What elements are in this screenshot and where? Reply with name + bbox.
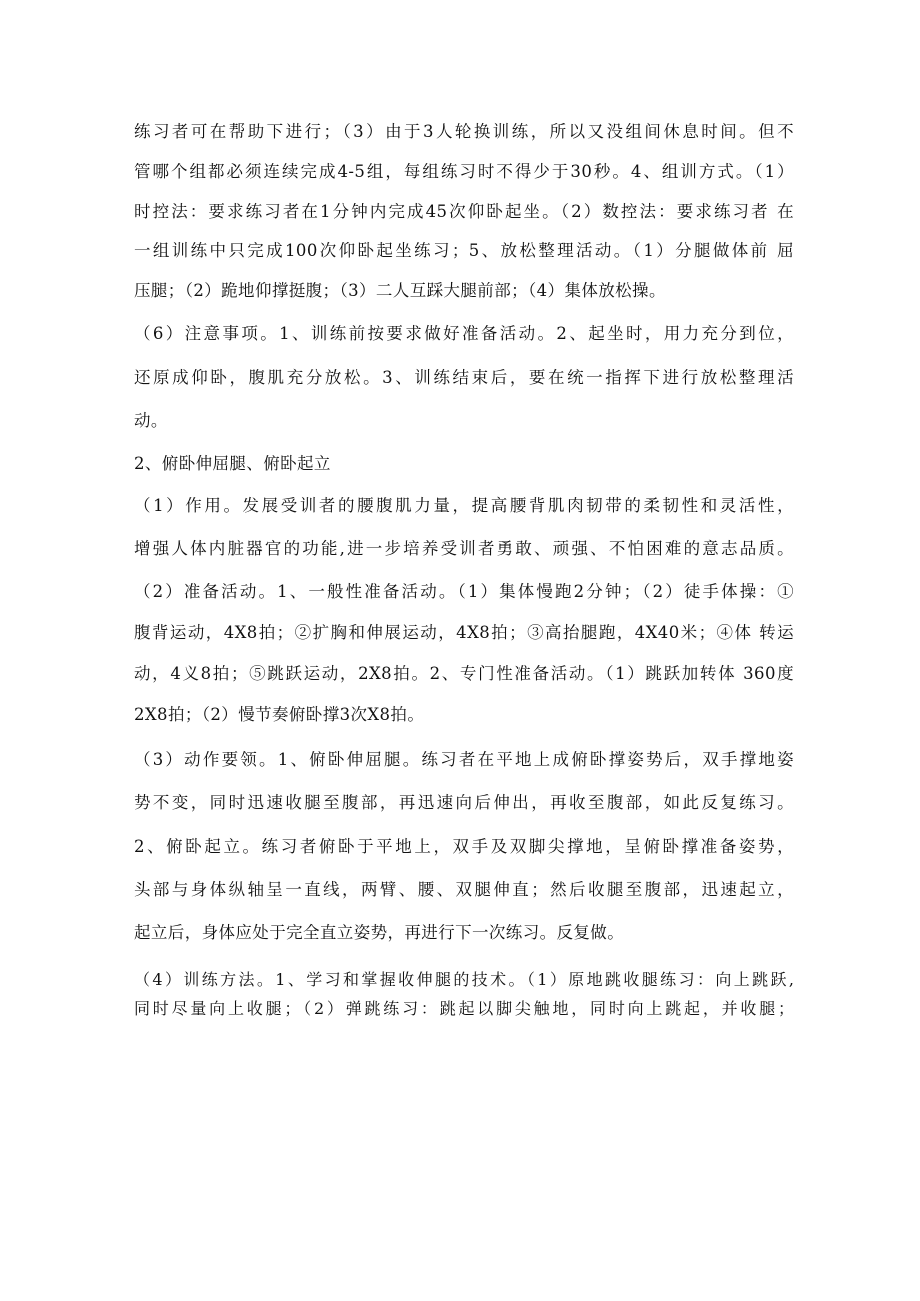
text-line: 增强人体内脏器官的功能,进一步培养受训者勇敢、顽强、不怕困难的意志品质。 bbox=[134, 539, 794, 558]
text-line: 压腿；（2）跪地仰撑挺腹；（3）二人互踩大腿前部；（4）集体放松操。 bbox=[134, 281, 666, 300]
text-line: （3）动作要领。1、俯卧伸屈腿。练习者在平地上成俯卧撑姿势后，双手撑地姿 bbox=[134, 750, 794, 769]
text-line: 头部与身体纵轴呈一直线，两臂、腰、双腿伸直；然后收腿至腹部，迅速起立， bbox=[134, 880, 794, 899]
text-line: 同时尽量向上收腿；（2）弹跳练习：跳起以脚尖触地，同时向上跳起，并收腿； bbox=[134, 999, 794, 1018]
text-line: 练习者可在帮助下进行；（3）由于3人轮换训练，所以又没组间休息时间。但不 bbox=[134, 122, 794, 141]
text-line: （2）准备活动。1、一般性准备活动。（1）集体慢跑2分钟；（2）徒手体操：① bbox=[134, 582, 794, 601]
text-line: 起立后，身体应处于完全直立姿势，再进行下一次练习。反复做。 bbox=[134, 923, 625, 942]
section-heading: 2、俯卧伸屈腿、俯卧起立 bbox=[134, 454, 331, 473]
text-line: 动。 bbox=[134, 411, 168, 430]
text-line: 管哪个组都必须连续完成4-5组，每组练习时不得少于30秒。4、组训方式。（1） bbox=[134, 162, 794, 181]
text-line: （1）作用。发展受训者的腰腹肌力量，提高腰背肌肉韧带的柔韧性和灵活性， bbox=[134, 496, 794, 515]
text-line: 2X8拍；（2）慢节奏俯卧撑3次X8拍。 bbox=[134, 705, 425, 724]
text-line: （4）训练方法。1、学习和掌握收伸腿的技术。（1）原地跳收腿练习：向上跳跃, bbox=[134, 970, 794, 989]
text-line: 还原成仰卧，腹肌充分放松。3、训练结束后，要在统一指挥下进行放松整理活 bbox=[134, 368, 794, 387]
text-line: 动，4义8拍；⑤跳跃运动，2X8拍。2、专门性准备活动。（1）跳跃加转体 360度 bbox=[134, 664, 794, 683]
text-line: 2、俯卧起立。练习者俯卧于平地上，双手及双脚尖撑地，呈俯卧撑准备姿势， bbox=[134, 837, 794, 856]
text-line: 时控法：要求练习者在1分钟内完成45次仰卧起坐。（2）数控法：要求练习者 在 bbox=[134, 202, 794, 221]
text-line: 一组训练中只完成100次仰卧起坐练习；5、放松整理活动。（1）分腿做体前 屈 bbox=[134, 241, 794, 260]
text-line: 势不变，同时迅速收腿至腹部，再迅速向后伸出，再收至腹部，如此反复练习。 bbox=[134, 793, 794, 812]
text-line: （6）注意事项。1、训练前按要求做好准备活动。2、起坐时，用力充分到位， bbox=[134, 324, 794, 343]
text-line: 腹背运动，4X8拍；②扩胸和伸展运动，4X8拍；③高抬腿跑，4X40米；④体 转运 bbox=[134, 623, 794, 642]
